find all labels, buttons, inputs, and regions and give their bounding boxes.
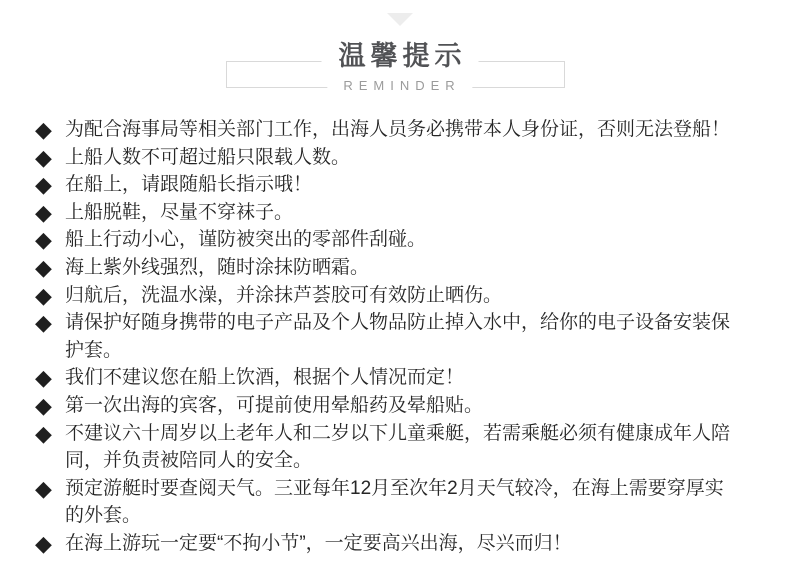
diamond-bullet-icon: ◆ (35, 282, 52, 308)
tip-item (35, 530, 737, 558)
tips-list (35, 116, 737, 558)
tip-text: 上船人数不可超过船只限载人数。 (65, 146, 351, 168)
tip-text: 船上行动小心，谨防被突出的零部件刮碰。 (65, 229, 427, 251)
diamond-bullet-icon: ◆ (35, 199, 52, 225)
tip-item (35, 364, 737, 392)
diamond-bullet-icon: ◆ (35, 254, 52, 280)
tip-item (35, 171, 737, 199)
tip-text: 在船上，请跟随船长指示哦！ (65, 174, 313, 196)
tip-text: 海上紫外线强烈，随时涂抹防晒霜。 (65, 256, 370, 278)
diamond-bullet-icon: ◆ (35, 144, 52, 170)
diamond-bullet-icon: ◆ (35, 365, 52, 391)
tip-text: 我们不建议您在船上饮酒，根据个人情况而定！ (65, 367, 465, 389)
tip-text: 第一次出海的宾客，可提前使用晕船药及晕船贴。 (65, 394, 484, 416)
tip-item (35, 226, 737, 254)
tip-item (35, 392, 737, 420)
tip-item (35, 420, 737, 475)
tip-item (35, 199, 737, 227)
triangle-down-icon (387, 13, 413, 26)
diamond-bullet-icon: ◆ (35, 530, 52, 556)
tip-item (35, 475, 737, 530)
diamond-bullet-icon: ◆ (35, 310, 52, 336)
tip-text: 为配合海事局等相关部门工作，出海人员务必携带本人身份证，否则无法登船！ (65, 119, 731, 140)
diamond-bullet-icon: ◆ (35, 117, 52, 142)
tip-text: 不建议六十周岁以上老年人和二岁以下儿童乘艇，若需乘艇必须有健康成年人陪同，并负责被陪同人的安全。 (65, 422, 731, 472)
page-title: 温馨提示 (322, 41, 479, 71)
tip-item (35, 309, 737, 364)
tip-text: 归航后，洗温水澡，并涂抹芦荟胶可有效防止晒伤。 (65, 284, 503, 306)
tip-item (35, 254, 737, 282)
diamond-bullet-icon: ◆ (35, 420, 52, 446)
tip-text: 请保护好随身携带的电子产品及个人物品防止掉入水中，给你的电子设备安装保护套。 (65, 312, 731, 361)
tip-text: 预定游艇时要查阅天气。三亚每年12月至次年2月天气较冷，在海上需要穿厚实的外套。 (65, 477, 724, 527)
diamond-bullet-icon: ◆ (35, 172, 52, 198)
diamond-bullet-icon: ◆ (35, 227, 52, 253)
diamond-bullet-icon: ◆ (35, 392, 52, 418)
tip-text: 在海上游玩一定要“不拘小节”，一定要高兴出海，尽兴而归！ (65, 532, 572, 554)
tip-item (35, 144, 737, 172)
page-subtitle: REMINDER (327, 78, 472, 93)
tip-item (35, 282, 737, 310)
tip-item (35, 116, 737, 144)
tip-text: 上船脱鞋，尽量不穿袜子。 (65, 201, 294, 223)
diamond-bullet-icon: ◆ (35, 475, 52, 501)
